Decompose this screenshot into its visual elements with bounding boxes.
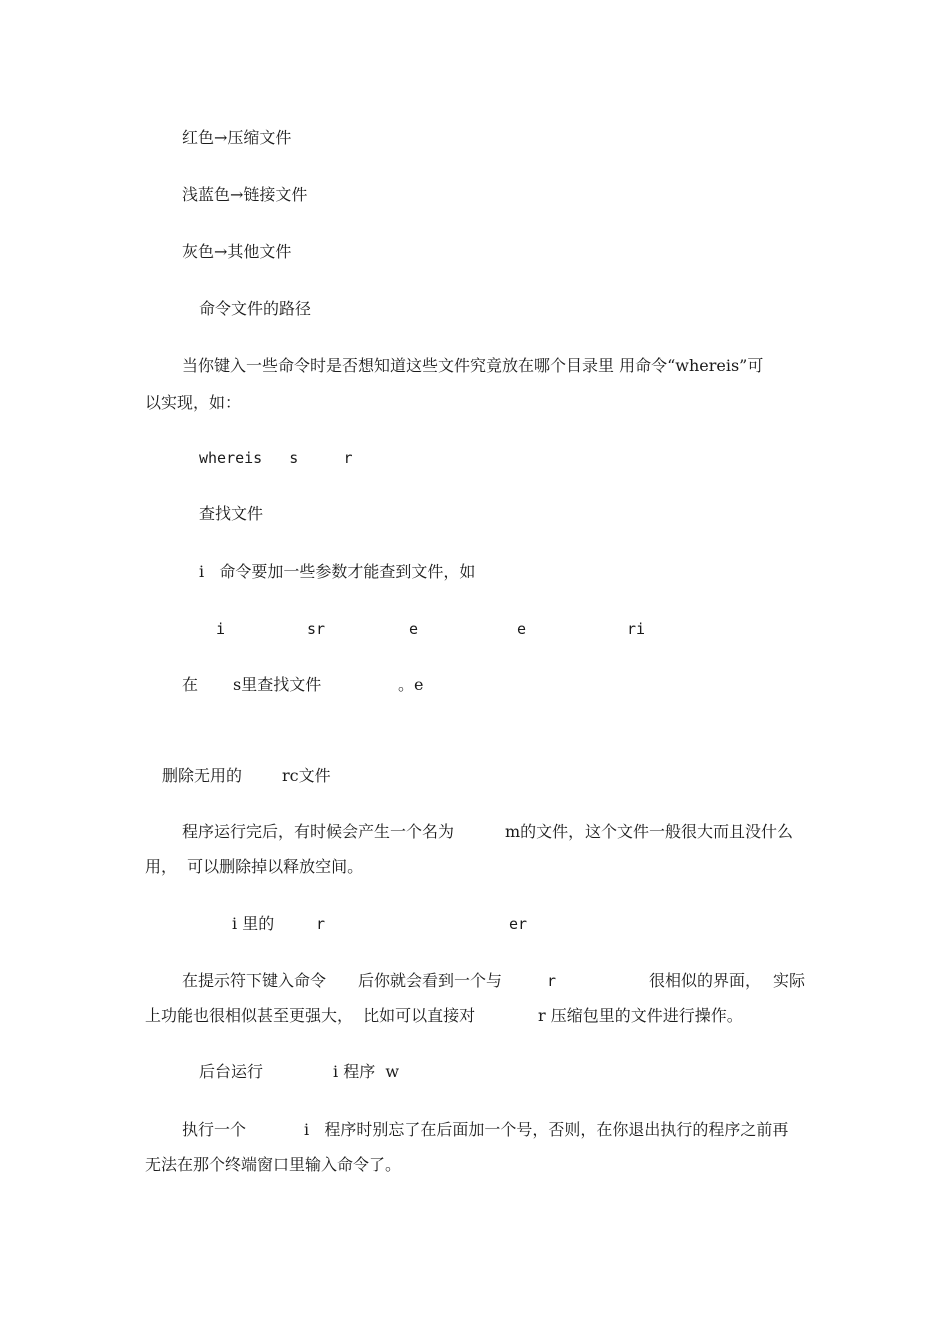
text-fragment: 在提示符下键入命令 [182,971,327,990]
text-fragment: s里查找文件 [233,675,322,694]
text-line: 无法在那个终端窗口里输入命令了。 [145,1155,402,1174]
text-line: 浅蓝色→链接文件 [182,185,308,204]
code-fragment: e [517,620,527,638]
text-fragment: m的文件， [505,822,585,841]
text-line: 用， 可以删除掉以释放空间。 [145,857,364,876]
section-heading: 删除无用的 [162,766,243,785]
code-fragment: er [509,915,528,933]
text-fragment: 。e [398,675,424,694]
section-heading: 后台运行 [199,1062,264,1081]
section-heading: i 里的 [232,914,275,933]
text-fragment: r 压缩包里的文件进行操作。 [538,1006,743,1025]
text-line: 以实现，如： [145,393,242,412]
section-heading: i 程序 w [333,1062,400,1081]
text-line: 红色→压缩文件 [182,128,292,147]
text-fragment: 很相似的界面， [649,971,762,990]
code-fragment: e [409,620,419,638]
code-fragment: i [216,620,226,638]
text-fragment: 执行一个 [182,1120,247,1139]
section-heading: 命令文件的路径 [199,299,312,318]
section-heading: rc文件 [282,766,331,785]
text-fragment: 程序运行完后，有时候会产生一个名为 [182,822,455,841]
code-fragment: r [316,915,326,933]
text-fragment: 实际 [773,971,806,990]
code-fragment: sr [307,620,326,638]
text-line: i 命令要加一些参数才能查到文件，如 [199,562,476,581]
text-line: 灰色→其他文件 [182,242,292,261]
code-fragment: ri [627,620,646,638]
text-fragment: 在 [182,675,199,694]
section-heading: 查找文件 [199,504,264,523]
code-line: whereis s r [199,449,353,467]
text-fragment: 这个文件一般很大而且没什么 [585,822,794,841]
text-line: 当你键入一些命令时是否想知道这些文件究竟放在哪个目录里 用命令“whereis”可 [182,356,764,375]
text-fragment: r [547,972,557,990]
text-fragment: 后你就会看到一个与 [358,971,503,990]
text-fragment: 上功能也很相似甚至更强大， 比如可以直接对 [145,1006,476,1025]
text-fragment: i 程序时别忘了在后面加一个号，否则，在你退出执行的程序之前再 [304,1120,789,1139]
